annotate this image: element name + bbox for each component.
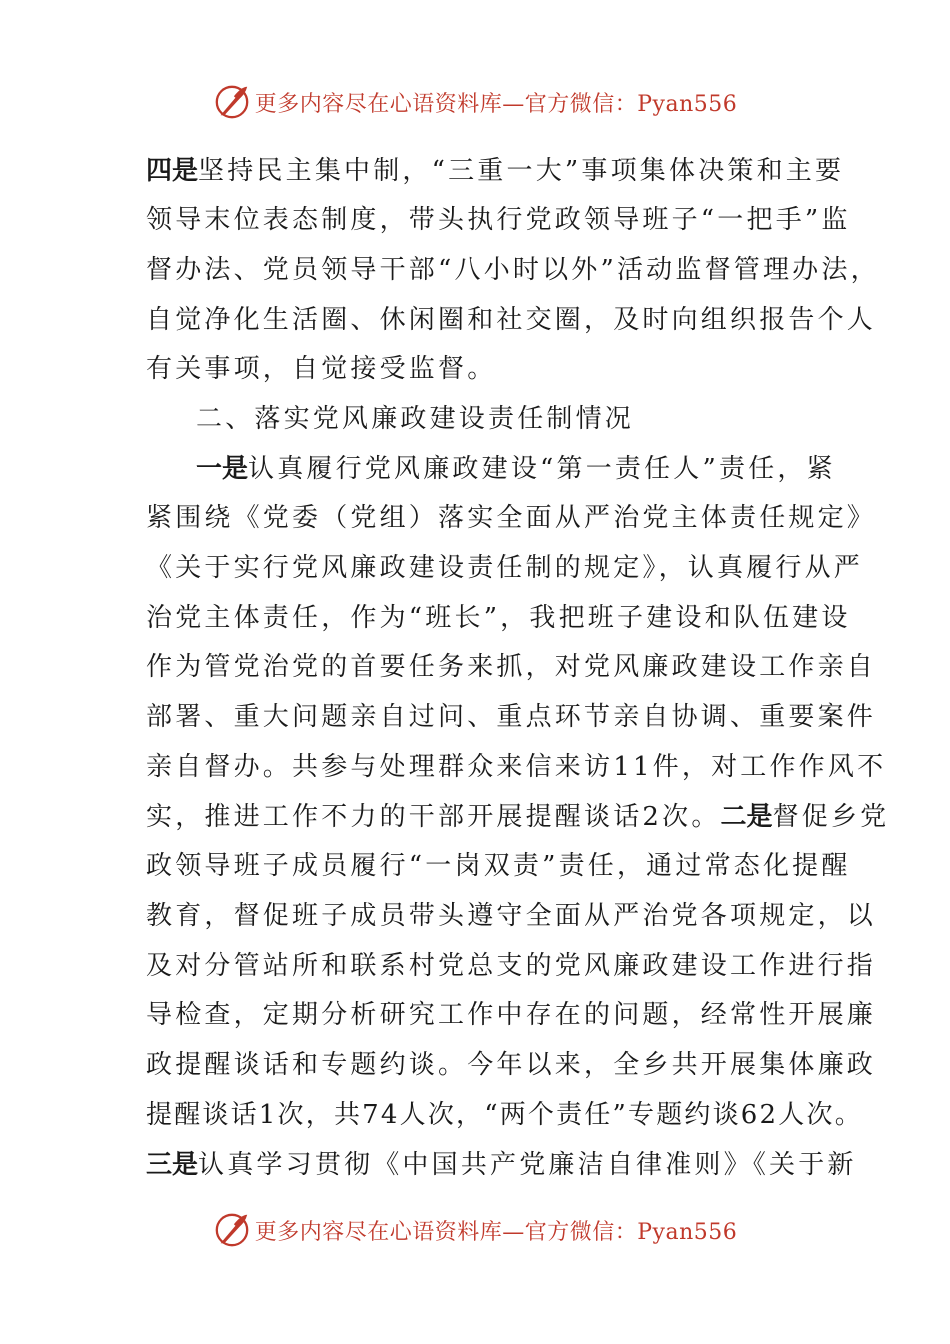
text-line: 紧围绕《党委（党组）落实全面从严治党主体责任规定》 [146,503,877,533]
text-line: 提醒谈话1次，共74人次，“两个责任”专题约谈62人次。 [146,1100,863,1130]
text-line: 一是认真履行党风廉政建设“第一责任人”责任，紧 [196,454,836,484]
text-line: 部署、重大问题亲自过问、重点环节亲自协调、重要案件 [146,702,877,732]
text-line: 四是坚持民主集中制，“三重一大”事项集体决策和主要 [146,156,845,186]
text-line: 三是认真学习贯彻《中国共产党廉洁自律准则》《关于新 [146,1150,857,1180]
text-line: 及对分管站所和联系村党总支的党风廉政建设工作进行指 [146,951,877,981]
text-line: 领导末位表态制度，带头执行党政领导班子“一把手”监 [146,205,851,235]
watermark-banner-top [0,80,950,124]
text-line: 政领导班子成员履行“一岗双责”责任，通过常态化提醒 [146,851,851,881]
paragraph-lead: 四是 [146,156,199,186]
section-heading: 二、落实党风廉政建设责任制情况 [196,404,635,434]
paragraph-lead: 三是 [146,1150,199,1180]
text-line: 《关于实行党风廉政建设责任制的规定》，认真履行从严 [146,553,864,583]
text-line: 亲自督办。共参与处理群众来信来访11件，对工作作风不 [146,752,887,782]
text-line: 自觉净化生活圈、休闲圈和社交圈，及时向组织报告个人 [146,305,877,335]
text-line: 教育，督促班子成员带头遵守全面从严治党各项规定，以 [146,901,877,931]
watermark-text: 更多内容尽在心语资料库—官方微信：Pyan556 [254,1219,738,1245]
watermark-text: 更多内容尽在心语资料库—官方微信：Pyan556 [254,91,738,117]
quill-logo-icon [213,1211,251,1249]
text-line: 治党主体责任，作为“班长”，我把班子建设和队伍建设 [146,603,851,633]
paragraph-lead: 一是 [196,454,249,484]
text-line: 政提醒谈话和专题约谈。今年以来，全乡共开展集体廉政 [146,1050,877,1080]
watermark-banner-bottom [0,1208,950,1252]
text-line: 实，推进工作不力的干部开展提醒谈话2次。二是督促乡党 [146,802,890,832]
quill-logo-icon [213,83,251,121]
text-line: 有关事项，自觉接受监督。 [146,354,497,384]
text-line: 导检查，定期分析研究工作中存在的问题，经常性开展廉 [146,1000,877,1030]
paragraph-lead: 二是 [720,802,773,832]
text-line: 作为管党治党的首要任务来抓，对党风廉政建设工作亲自 [146,652,877,682]
text-line: 督办法、党员领导干部“八小时以外”活动监督管理办法， [146,255,880,285]
